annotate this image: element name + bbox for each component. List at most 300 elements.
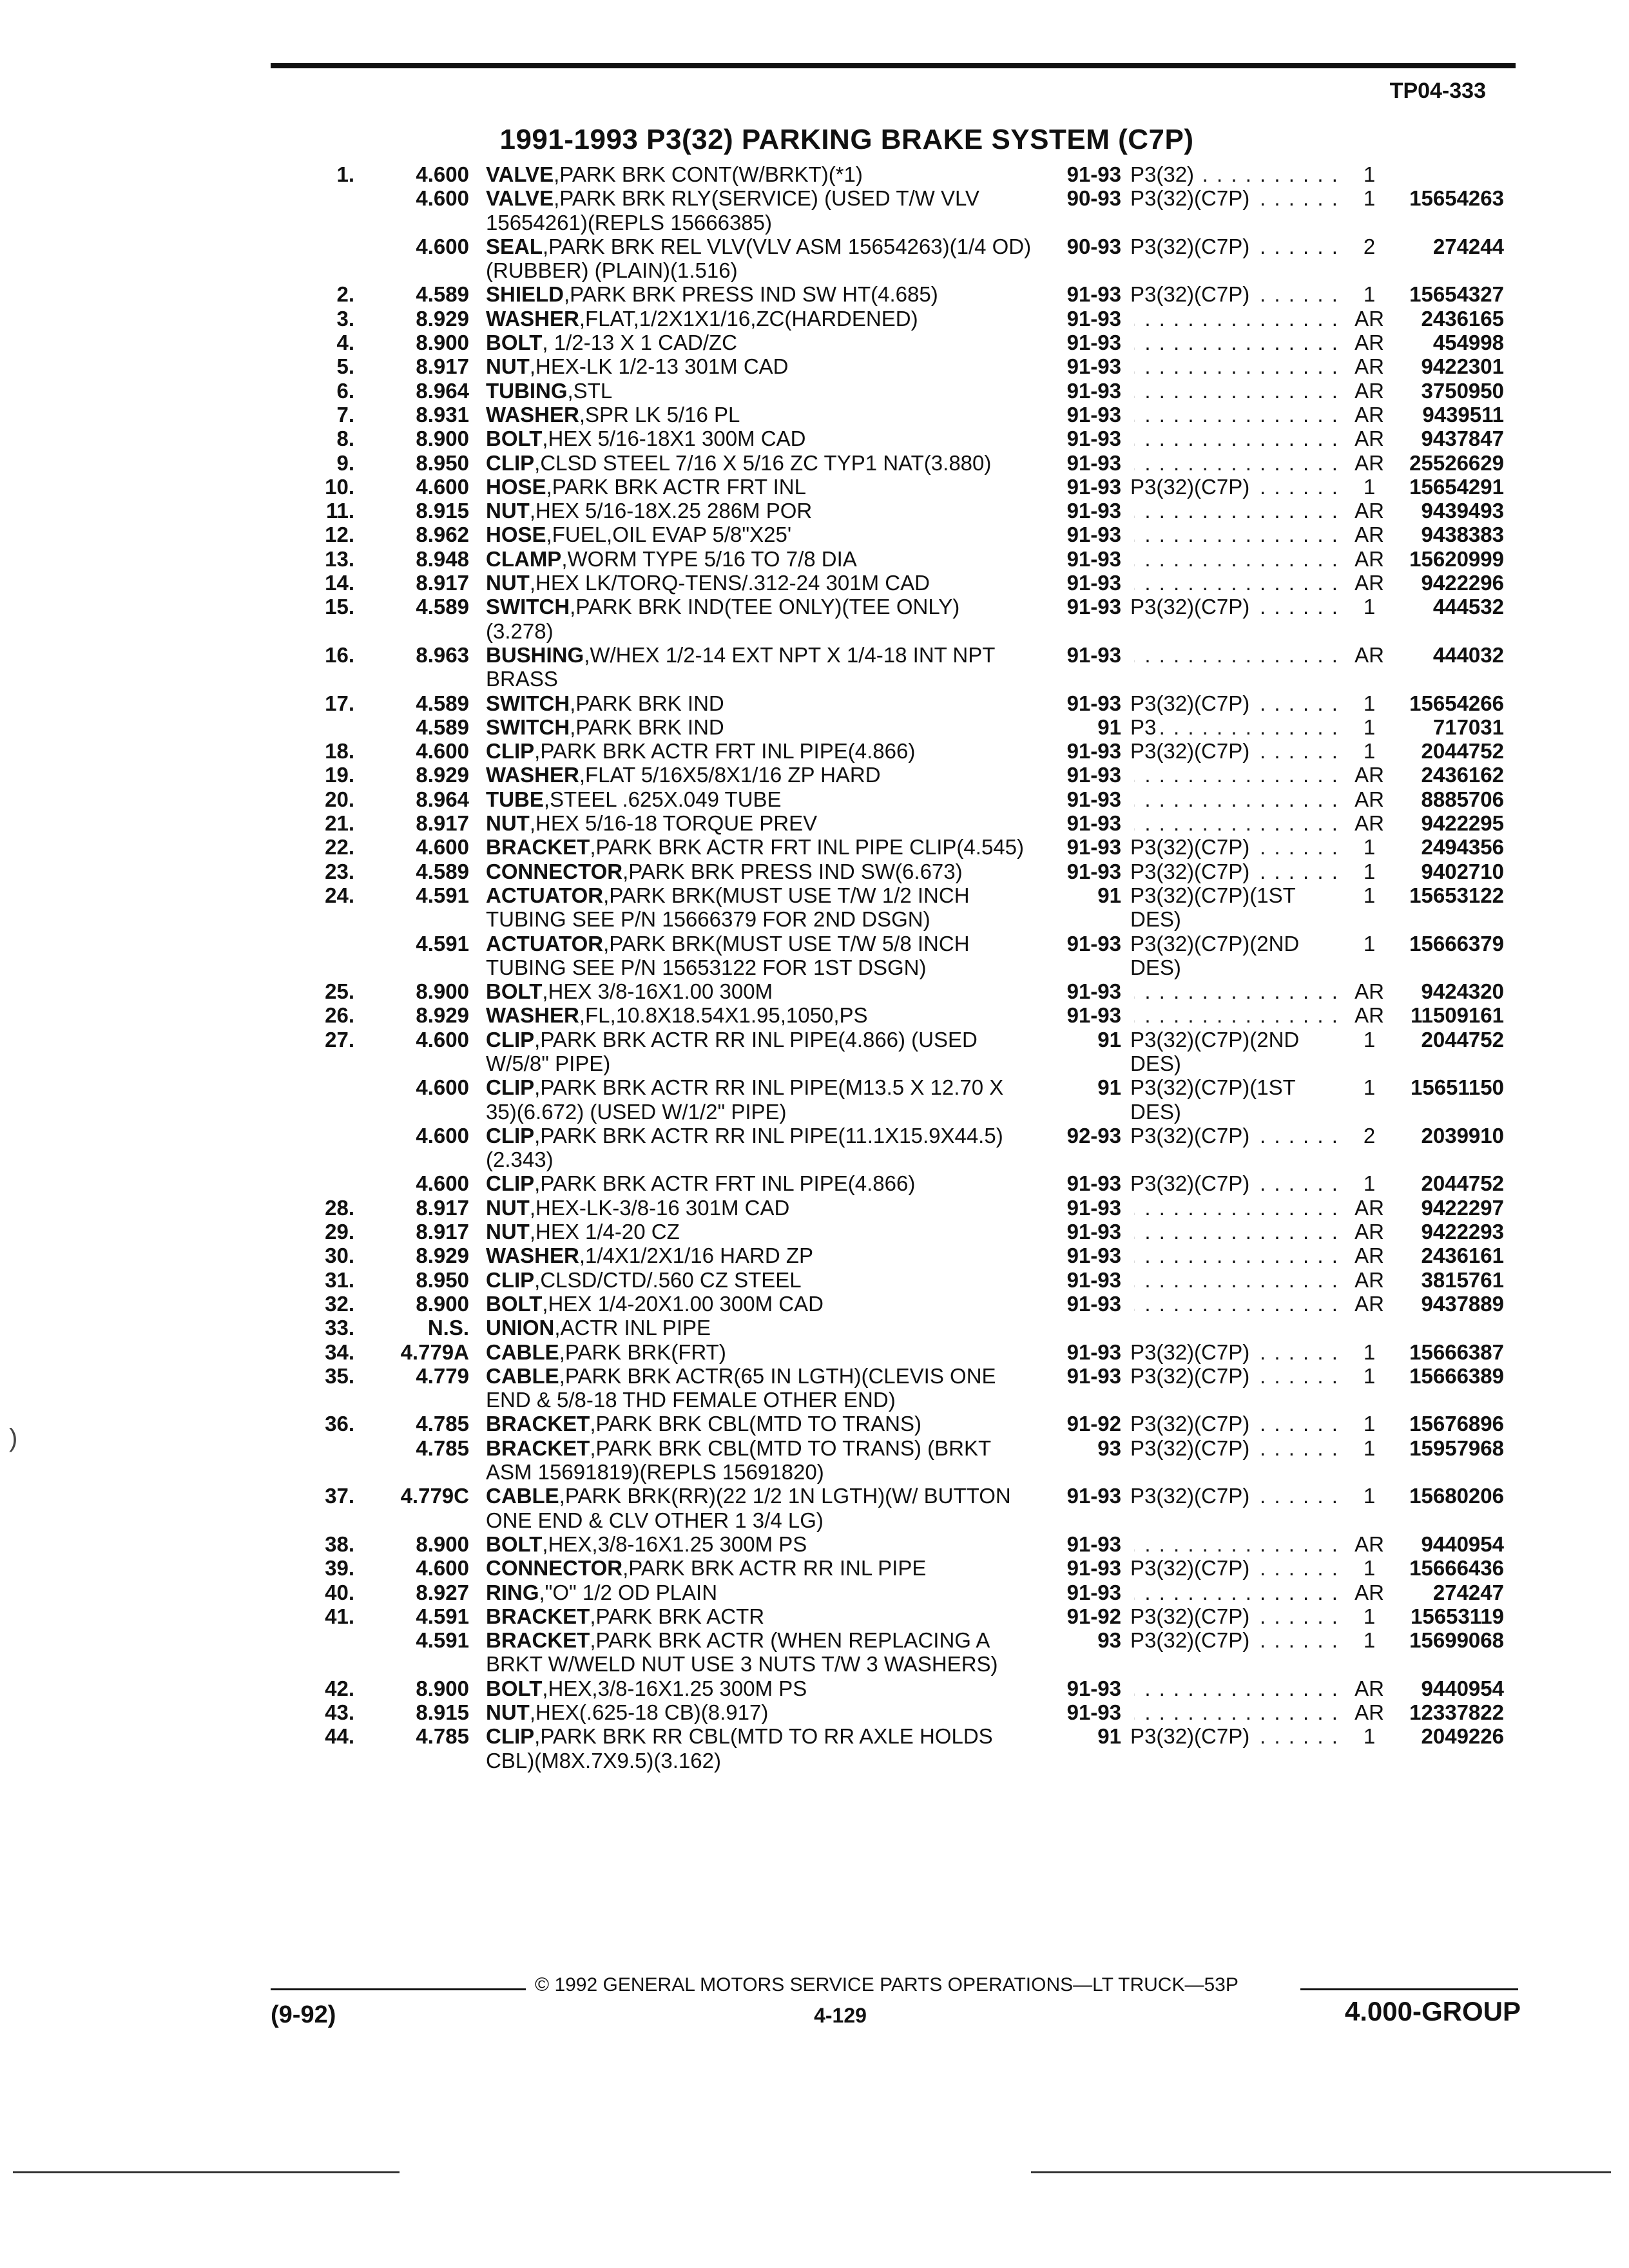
part-description xyxy=(486,162,1032,186)
part-name: BOLT xyxy=(486,1291,543,1316)
part-name: HOSE xyxy=(486,474,546,499)
part-description xyxy=(486,1244,1032,1267)
series-applicability xyxy=(1130,547,1352,571)
part-detail: ,PARK BRK IND xyxy=(570,715,724,739)
part-detail: ,HEX 5/16-18 TORQUE PREV xyxy=(529,811,818,836)
illustration-number: 8.917 xyxy=(416,354,469,379)
quantity: 1 xyxy=(1363,1171,1376,1196)
quantity: 1 xyxy=(1363,1604,1376,1628)
part-name: BUSHING xyxy=(486,642,584,667)
part-description xyxy=(486,1556,1032,1580)
part-name: SWITCH xyxy=(486,715,570,739)
quantity: 1 xyxy=(1363,1724,1376,1749)
quantity: 1 xyxy=(1363,1628,1376,1653)
table-row xyxy=(284,1316,1521,1340)
part-detail: ,PARK BRK ACTR xyxy=(590,1604,765,1628)
part-number: 454998 xyxy=(1432,331,1504,355)
table-row xyxy=(284,763,1521,787)
series-value xyxy=(1130,427,1134,450)
illustration-number: 4.600 xyxy=(416,162,469,186)
table-row xyxy=(284,932,1521,980)
series-applicability xyxy=(1130,643,1352,667)
series-applicability xyxy=(1130,1003,1352,1027)
quantity: AR xyxy=(1354,787,1384,811)
quantity: AR xyxy=(1354,1244,1384,1268)
model-years: 93 xyxy=(1097,1628,1121,1653)
illustration-number: 4.589 xyxy=(416,282,469,307)
series-value: P3(32)(C7P) xyxy=(1130,1724,1253,1748)
series-applicability xyxy=(1130,282,1352,306)
part-detail: ,HEX LK/TORQ-TENS/.312-24 301M CAD xyxy=(529,571,930,595)
part-name: BRACKET xyxy=(486,1436,590,1460)
part-number: 3750950 xyxy=(1421,378,1504,403)
series-applicability xyxy=(1130,1532,1352,1556)
part-name: NUT xyxy=(486,1700,530,1724)
illustration-number: 4.785 xyxy=(416,1436,469,1460)
table-row xyxy=(284,715,1521,739)
item-number: 7. xyxy=(336,402,354,427)
model-years: 92-93 xyxy=(1066,1123,1121,1148)
part-detail: ,HEX-LK-3/8-16 301M CAD xyxy=(529,1195,790,1220)
part-description xyxy=(486,1436,1032,1485)
part-number: 274247 xyxy=(1432,1580,1504,1604)
table-row xyxy=(284,282,1521,306)
part-number: 2039910 xyxy=(1421,1123,1504,1148)
part-description xyxy=(486,860,1032,883)
table-row xyxy=(284,1075,1521,1124)
series-applicability xyxy=(1130,379,1352,403)
series-value: P3(32)(C7P)(1ST DES) xyxy=(1130,883,1302,932)
model-years: 91-93 xyxy=(1066,811,1121,836)
dot-leader xyxy=(1130,1244,1339,1267)
part-description xyxy=(486,1484,1032,1532)
series-value xyxy=(1130,1268,1134,1292)
model-years: 91-93 xyxy=(1066,1700,1121,1724)
part-name: CABLE xyxy=(486,1484,559,1508)
series-value xyxy=(1130,787,1134,811)
part-name: NUT xyxy=(486,1220,530,1244)
illustration-number: 8.927 xyxy=(416,1580,469,1604)
dot-leader xyxy=(1130,354,1339,378)
model-years: 91-93 xyxy=(1066,402,1121,427)
part-number: 9402710 xyxy=(1421,859,1504,883)
quantity: 1 xyxy=(1363,1412,1376,1436)
item-number: 8. xyxy=(336,427,354,451)
illustration-number: 8.950 xyxy=(416,450,469,475)
model-years: 91-93 xyxy=(1066,979,1121,1004)
page-number: 4-129 xyxy=(814,2004,867,2027)
illustration-number: 4.785 xyxy=(416,1724,469,1749)
part-number: 444532 xyxy=(1432,595,1504,619)
series-applicability xyxy=(1130,331,1352,354)
dot-leader xyxy=(1130,643,1339,667)
series-value: P3(32)(C7P)(2ND DES) xyxy=(1130,931,1306,979)
series-applicability xyxy=(1130,1292,1352,1316)
dot-leader xyxy=(1130,523,1339,546)
quantity: AR xyxy=(1354,306,1384,331)
item-number: 42. xyxy=(325,1676,354,1700)
part-description xyxy=(486,451,1032,475)
series-value: P3(32)(C7P) xyxy=(1130,860,1253,883)
quantity: 2 xyxy=(1363,1123,1376,1148)
part-detail: ,PARK BRK ACTR FRT INL PIPE CLIP(4.545) xyxy=(590,835,1024,860)
part-number: 2436162 xyxy=(1421,763,1504,787)
model-years: 91-93 xyxy=(1066,1267,1121,1292)
part-name: TUBING xyxy=(486,378,568,403)
part-detail: ,PARK BRK ACTR(65 IN LGTH)(CLEVIS ONE END & 5/8-18 THD FEMALE OTHER END) xyxy=(486,1363,996,1412)
part-detail: ,PARK BRK ACTR FRT INL xyxy=(546,474,806,499)
part-detail: ,PARK BRK ACTR FRT INL PIPE(4.866) xyxy=(534,739,916,764)
series-value: P3(32)(C7P) xyxy=(1130,739,1253,763)
part-number: 274244 xyxy=(1432,234,1504,258)
illustration-number: 8.917 xyxy=(416,1220,469,1244)
quantity: AR xyxy=(1354,354,1384,379)
item-number: 34. xyxy=(325,1340,354,1364)
series-applicability xyxy=(1130,571,1352,595)
part-description xyxy=(486,282,1032,306)
illustration-number: 4.589 xyxy=(416,691,469,715)
quantity: 1 xyxy=(1363,186,1376,211)
series-applicability xyxy=(1130,162,1352,186)
illustration-number: 4.591 xyxy=(416,883,469,907)
part-number: 9424320 xyxy=(1421,979,1504,1004)
series-value: P3(32)(C7P) xyxy=(1130,235,1253,258)
part-number: 12337822 xyxy=(1409,1700,1504,1724)
part-name: CLIP xyxy=(486,450,535,475)
group-label: 4.000-GROUP xyxy=(1344,1996,1521,2026)
part-description xyxy=(486,1340,1032,1364)
part-number: 15666389 xyxy=(1409,1363,1504,1388)
top-rule xyxy=(271,63,1516,68)
part-number: 15666387 xyxy=(1409,1340,1504,1364)
part-number: 717031 xyxy=(1432,715,1504,739)
part-name: CABLE xyxy=(486,1340,559,1364)
series-applicability xyxy=(1130,403,1352,427)
part-number: 2044752 xyxy=(1421,1171,1504,1196)
series-value: P3(32)(C7P) xyxy=(1130,1412,1253,1436)
dot-leader xyxy=(1130,1677,1339,1700)
copyright-line: © 1992 GENERAL MOTORS SERVICE PARTS OPERATIONS—LT TRUCK—53P xyxy=(535,1974,1239,1995)
dot-leader xyxy=(1130,763,1339,787)
dot-leader xyxy=(1130,1700,1339,1724)
part-name: BRACKET xyxy=(486,1412,590,1436)
illustration-number: 4.779 xyxy=(416,1363,469,1388)
part-name: TUBE xyxy=(486,787,544,811)
part-detail: ,PARK BRK RR CBL(MTD TO RR AXLE HOLDS CBL)(M8X.7X9.5)(3.162) xyxy=(486,1724,993,1773)
model-years: 91-93 xyxy=(1066,787,1121,811)
part-description xyxy=(486,811,1032,835)
table-row xyxy=(284,1581,1521,1604)
model-years: 91-93 xyxy=(1066,1340,1121,1364)
item-number: 43. xyxy=(325,1700,354,1724)
model-years: 91-93 xyxy=(1066,835,1121,860)
part-number: 9422293 xyxy=(1421,1220,1504,1244)
model-years: 91-93 xyxy=(1066,282,1121,307)
model-years: 91-93 xyxy=(1066,1484,1121,1508)
item-number: 15. xyxy=(325,595,354,619)
item-number: 6. xyxy=(336,378,354,403)
series-value xyxy=(1130,571,1134,595)
illustration-number: 8.964 xyxy=(416,787,469,811)
page-title: 1991-1993 P3(32) PARKING BRAKE SYSTEM (C7P) xyxy=(499,124,1194,155)
model-years: 90-93 xyxy=(1066,234,1121,258)
model-years: 91-93 xyxy=(1066,1195,1121,1220)
part-detail: ,PARK BRK IND(TEE ONLY)(TEE ONLY) (3.278) xyxy=(486,595,960,643)
part-detail: ,PARK BRK REL VLV(VLV ASM 15654263)(1/4 OD)(RUBBER) (PLAIN)(1.516) xyxy=(486,234,1032,283)
illustration-number: 8.963 xyxy=(416,642,469,667)
part-name: CLIP xyxy=(486,1123,535,1148)
part-description xyxy=(486,499,1032,523)
part-detail: ,PARK BRK RLY(SERVICE) (USED T/W VLV 15654261)(REPLS 15666385) xyxy=(486,186,979,235)
part-description xyxy=(486,643,1032,691)
part-description xyxy=(486,883,1032,932)
illustration-number: 8.900 xyxy=(416,1532,469,1556)
item-number: 32. xyxy=(325,1291,354,1316)
illustration-number: 4.591 xyxy=(416,931,469,956)
part-number: 15666436 xyxy=(1409,1556,1504,1581)
model-years: 91-93 xyxy=(1066,1532,1121,1556)
item-number: 40. xyxy=(325,1580,354,1604)
item-number: 5. xyxy=(336,354,354,379)
table-row xyxy=(284,1556,1521,1580)
part-detail: ,FUEL,OIL EVAP 5/8"X25' xyxy=(546,523,792,547)
table-row xyxy=(284,331,1521,354)
quantity: 1 xyxy=(1363,1556,1376,1581)
illustration-number: 8.929 xyxy=(416,763,469,787)
series-value xyxy=(1130,403,1134,427)
part-number: 15654291 xyxy=(1409,474,1504,499)
table-row xyxy=(284,571,1521,595)
quantity: 1 xyxy=(1363,883,1376,907)
item-number: 29. xyxy=(325,1220,354,1244)
series-value xyxy=(1130,499,1134,523)
part-name: SHIELD xyxy=(486,282,564,307)
part-detail: ,HEX 5/16-18X.25 286M POR xyxy=(529,499,813,523)
series-value: P3(32)(C7P) xyxy=(1130,1364,1253,1388)
part-number: 9437847 xyxy=(1421,427,1504,451)
part-description xyxy=(486,1316,1032,1340)
part-name: SEAL xyxy=(486,234,543,258)
series-value: P3(32)(C7P) xyxy=(1130,691,1253,715)
part-number: 15654327 xyxy=(1409,282,1504,307)
quantity: AR xyxy=(1354,1532,1384,1556)
table-row xyxy=(284,1604,1521,1628)
series-applicability xyxy=(1130,860,1352,883)
series-applicability xyxy=(1130,1700,1352,1724)
quantity: AR xyxy=(1354,331,1384,355)
part-number: 15653122 xyxy=(1409,883,1504,907)
part-description xyxy=(486,835,1032,859)
item-number: 35. xyxy=(325,1363,354,1388)
series-value: P3(32)(C7P) xyxy=(1130,1171,1253,1195)
series-applicability xyxy=(1130,883,1352,932)
dot-leader xyxy=(1130,811,1339,835)
illustration-number: 4.600 xyxy=(416,835,469,860)
model-years: 91 xyxy=(1097,883,1121,907)
series-applicability xyxy=(1130,811,1352,835)
quantity: AR xyxy=(1354,1003,1384,1028)
series-value xyxy=(1130,1196,1134,1220)
part-number: 2436165 xyxy=(1421,306,1504,331)
model-years: 91-93 xyxy=(1066,354,1121,379)
model-years: 91-93 xyxy=(1066,1220,1121,1244)
item-number: 28. xyxy=(325,1195,354,1220)
part-description xyxy=(486,475,1032,499)
part-detail: ,CLSD STEEL 7/16 X 5/16 ZC TYP1 NAT(3.880) xyxy=(534,450,992,475)
quantity: AR xyxy=(1354,1700,1384,1724)
illustration-number: 4.600 xyxy=(416,1027,469,1052)
part-description xyxy=(486,571,1032,595)
series-applicability xyxy=(1130,1268,1352,1292)
item-number: 14. xyxy=(325,571,354,595)
part-name: CLIP xyxy=(486,1171,535,1196)
item-number: 16. xyxy=(325,642,354,667)
series-applicability xyxy=(1130,1124,1352,1148)
model-years: 91-93 xyxy=(1066,931,1121,956)
part-number: 15676896 xyxy=(1409,1412,1504,1436)
part-description xyxy=(486,523,1032,546)
table-row xyxy=(284,523,1521,546)
part-name: CONNECTOR xyxy=(486,1556,623,1581)
table-row xyxy=(284,979,1521,1003)
part-name: BRACKET xyxy=(486,835,590,860)
item-number: 21. xyxy=(325,811,354,836)
dot-leader xyxy=(1130,715,1339,739)
illustration-number: 8.948 xyxy=(416,546,469,571)
part-number: 2049226 xyxy=(1421,1724,1504,1749)
model-years: 91-93 xyxy=(1066,1003,1121,1028)
footer-rule-left xyxy=(271,1988,526,1990)
part-detail: ,PARK BRK CONT(W/BRKT)(*1) xyxy=(554,162,863,186)
part-number: 15653119 xyxy=(1410,1604,1504,1628)
part-name: CLIP xyxy=(486,1075,535,1100)
series-applicability xyxy=(1130,1628,1352,1652)
table-row xyxy=(284,451,1521,475)
illustration-number: 8.929 xyxy=(416,306,469,331)
series-applicability xyxy=(1130,1316,1352,1340)
model-years: 91-93 xyxy=(1066,739,1121,764)
part-detail: ,PARK BRK ACTR RR INL PIPE(4.866) (USED W/5/8" PIPE) xyxy=(486,1027,978,1075)
item-number: 12. xyxy=(325,523,354,547)
part-description xyxy=(486,235,1032,283)
illustration-number: 4.591 xyxy=(416,1604,469,1628)
series-value: P3(32) xyxy=(1130,162,1198,186)
quantity: 2 xyxy=(1363,234,1376,258)
series-value xyxy=(1130,763,1134,787)
series-applicability xyxy=(1130,1556,1352,1580)
part-name: BRACKET xyxy=(486,1604,590,1628)
item-number: 3. xyxy=(336,306,354,331)
part-detail: ,HEX 5/16-18X1 300M CAD xyxy=(542,427,806,451)
item-number: 1. xyxy=(336,162,354,186)
series-value xyxy=(1130,307,1134,331)
quantity: AR xyxy=(1354,499,1384,523)
item-number: 17. xyxy=(325,691,354,715)
part-description xyxy=(486,1003,1032,1027)
series-value: P3(32)(C7P) xyxy=(1130,1628,1253,1652)
item-number: 23. xyxy=(325,859,354,883)
table-row xyxy=(284,811,1521,835)
quantity: 1 xyxy=(1363,282,1376,307)
part-detail: ,HEX 1/4-20 CZ xyxy=(529,1220,680,1244)
item-number: 19. xyxy=(325,763,354,787)
series-value xyxy=(1130,1244,1134,1267)
part-name: WASHER xyxy=(486,1244,579,1268)
illustration-number: 8.917 xyxy=(416,571,469,595)
illustration-number: N.S. xyxy=(427,1316,469,1340)
part-number: 9439511 xyxy=(1422,402,1504,427)
series-applicability xyxy=(1130,1220,1352,1244)
part-description xyxy=(486,1412,1032,1436)
part-detail: ,FLAT 5/16X5/8X1/16 ZP HARD xyxy=(579,763,881,787)
part-number: 15620999 xyxy=(1409,546,1504,571)
quantity: 1 xyxy=(1363,715,1376,739)
part-name: UNION xyxy=(486,1316,555,1340)
quantity: AR xyxy=(1354,811,1384,836)
part-description xyxy=(486,1581,1032,1604)
table-row xyxy=(284,235,1521,283)
illustration-number: 8.917 xyxy=(416,811,469,836)
series-value xyxy=(1130,523,1134,546)
part-description xyxy=(486,307,1032,331)
series-applicability xyxy=(1130,1364,1352,1388)
part-name: HOSE xyxy=(486,523,546,547)
dot-leader xyxy=(1130,1003,1339,1027)
item-number: 36. xyxy=(325,1412,354,1436)
revision-date: (9-92) xyxy=(271,2001,336,2028)
model-years: 91-93 xyxy=(1066,1556,1121,1581)
quantity: 1 xyxy=(1363,474,1376,499)
part-number: 15654263 xyxy=(1409,186,1504,211)
series-applicability xyxy=(1130,787,1352,811)
series-applicability xyxy=(1130,595,1352,619)
dot-leader xyxy=(1130,403,1339,427)
series-applicability xyxy=(1130,1412,1352,1436)
part-detail: ,HEX,3/8-16X1.25 300M PS xyxy=(542,1532,807,1556)
illustration-number: 4.600 xyxy=(416,1123,469,1148)
part-number: 9439493 xyxy=(1421,499,1504,523)
part-name: RING xyxy=(486,1580,539,1604)
part-detail: ,STEEL .625X.049 TUBE xyxy=(543,787,782,811)
quantity: 1 xyxy=(1363,739,1376,764)
part-number: 15666379 xyxy=(1409,931,1504,956)
series-value xyxy=(1130,643,1134,667)
table-row xyxy=(284,379,1521,403)
quantity: AR xyxy=(1354,642,1384,667)
series-applicability xyxy=(1130,1244,1352,1267)
part-detail: ,PARK BRK CBL(MTD TO TRANS) xyxy=(590,1412,921,1436)
part-description xyxy=(486,547,1032,571)
model-years: 91-93 xyxy=(1066,859,1121,883)
series-applicability xyxy=(1130,739,1352,763)
quantity: 1 xyxy=(1363,931,1376,956)
model-years: 91-93 xyxy=(1066,1580,1121,1604)
part-detail: ,SPR LK 5/16 PL xyxy=(579,402,740,427)
series-applicability xyxy=(1130,1724,1352,1748)
series-applicability xyxy=(1130,451,1352,475)
item-number: 37. xyxy=(325,1484,354,1508)
part-description xyxy=(486,186,1032,235)
quantity: 1 xyxy=(1363,1340,1376,1364)
model-years: 90-93 xyxy=(1066,186,1121,211)
part-description xyxy=(486,1604,1032,1628)
dot-leader xyxy=(1130,331,1339,354)
part-description xyxy=(486,331,1032,354)
model-years: 91-93 xyxy=(1066,571,1121,595)
illustration-number: 4.600 xyxy=(416,234,469,258)
quantity: AR xyxy=(1354,402,1384,427)
illustration-number: 4.600 xyxy=(416,1556,469,1581)
